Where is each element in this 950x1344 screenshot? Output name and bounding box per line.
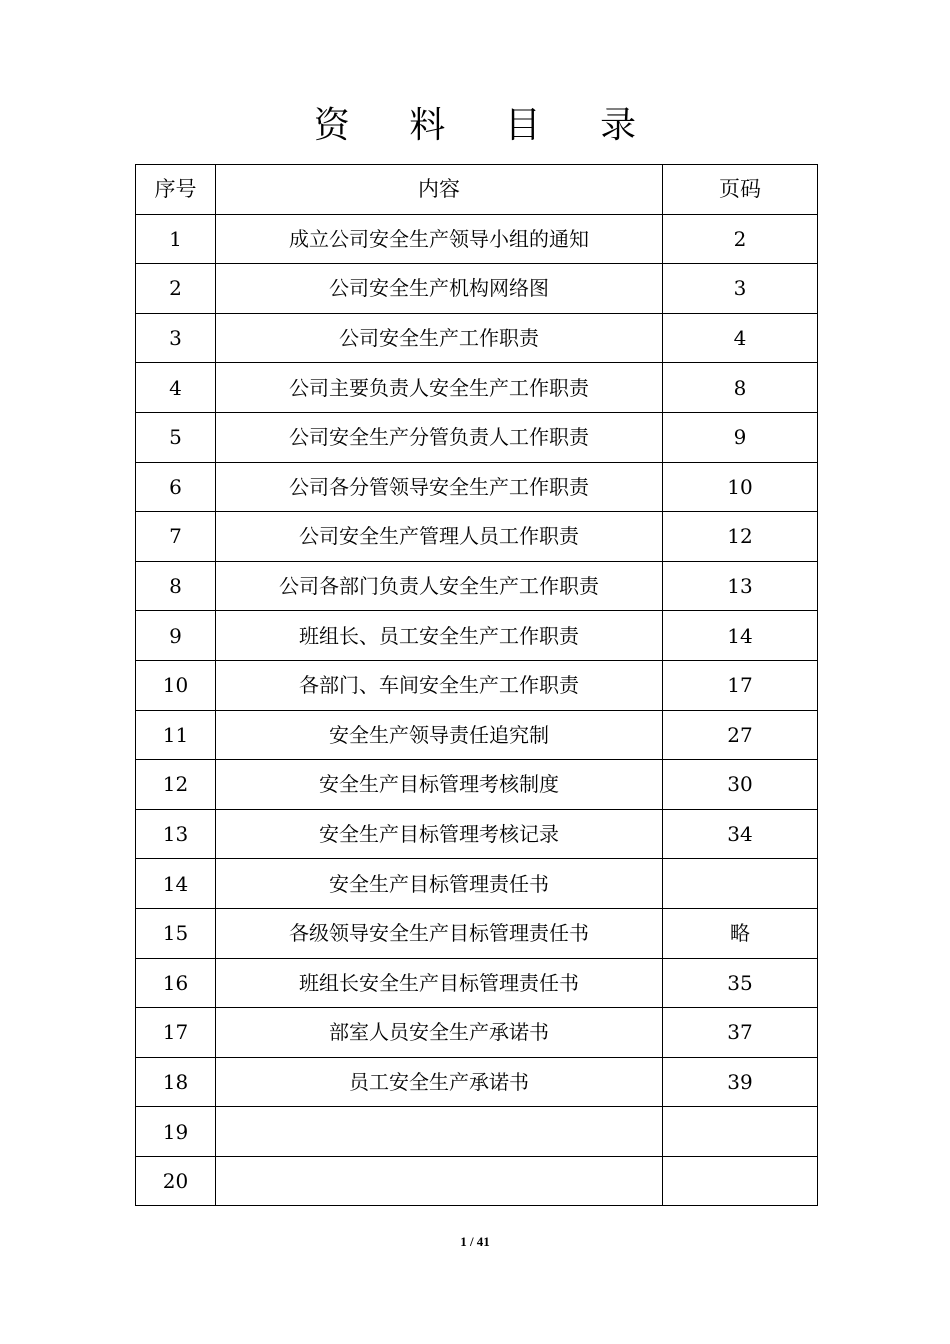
row-seq: 19: [136, 1107, 216, 1157]
row-seq: 2: [136, 264, 216, 314]
row-seq: 8: [136, 561, 216, 611]
table-row: [136, 660, 818, 710]
row-seq: 7: [136, 512, 216, 562]
row-seq: 18: [136, 1057, 216, 1107]
row-seq: 11: [136, 710, 216, 760]
table-row: [136, 1156, 818, 1206]
row-page: 3: [663, 264, 818, 314]
table-row: [136, 561, 818, 611]
header-content: 内容: [216, 165, 663, 215]
row-content: 员工安全生产承诺书: [216, 1057, 663, 1107]
row-page: 37: [663, 1008, 818, 1058]
row-seq: 13: [136, 809, 216, 859]
row-content: 公司安全生产分管负责人工作职责: [216, 412, 663, 462]
table-header-row: [136, 165, 818, 215]
row-content: 各级领导安全生产目标管理责任书: [216, 908, 663, 958]
row-page: 4: [663, 313, 818, 363]
row-page: 2: [663, 214, 818, 264]
row-page: 略: [663, 908, 818, 958]
table-of-contents: [135, 164, 818, 1206]
row-page: 17: [663, 660, 818, 710]
row-content: 公司安全生产管理人员工作职责: [216, 512, 663, 562]
table-row: [136, 859, 818, 909]
row-content: 公司主要负责人安全生产工作职责: [216, 363, 663, 413]
row-content: 安全生产目标管理考核制度: [216, 760, 663, 810]
header-page: 页码: [663, 165, 818, 215]
row-content: 安全生产目标管理责任书: [216, 859, 663, 909]
table-row: [136, 908, 818, 958]
row-seq: 1: [136, 214, 216, 264]
table-row: [136, 1107, 818, 1157]
table-row: [136, 512, 818, 562]
row-content: 部室人员安全生产承诺书: [216, 1008, 663, 1058]
row-seq: 16: [136, 958, 216, 1008]
table-row: [136, 710, 818, 760]
table-row: [136, 611, 818, 661]
row-seq: 3: [136, 313, 216, 363]
row-seq: 4: [136, 363, 216, 413]
table-row: [136, 313, 818, 363]
row-page: [663, 1107, 818, 1157]
document-title: 资 料 目 录: [313, 105, 661, 146]
table-row: [136, 214, 818, 264]
table-row: [136, 958, 818, 1008]
row-page: 14: [663, 611, 818, 661]
row-content: [216, 1107, 663, 1157]
row-content: [216, 1156, 663, 1206]
row-content: 班组长安全生产目标管理责任书: [216, 958, 663, 1008]
table-row: [136, 412, 818, 462]
row-seq: 14: [136, 859, 216, 909]
row-content: 公司各分管领导安全生产工作职责: [216, 462, 663, 512]
table-row: [136, 264, 818, 314]
row-page: 9: [663, 412, 818, 462]
row-content: 公司安全生产机构网络图: [216, 264, 663, 314]
row-content: 成立公司安全生产领导小组的通知: [216, 214, 663, 264]
header-seq: 序号: [136, 165, 216, 215]
row-page: 30: [663, 760, 818, 810]
row-page: 13: [663, 561, 818, 611]
row-seq: 17: [136, 1008, 216, 1058]
row-seq: 5: [136, 412, 216, 462]
row-page: [663, 859, 818, 909]
row-seq: 20: [136, 1156, 216, 1206]
row-seq: 10: [136, 660, 216, 710]
row-content: 公司安全生产工作职责: [216, 313, 663, 363]
row-page: 27: [663, 710, 818, 760]
row-seq: 9: [136, 611, 216, 661]
row-page: 12: [663, 512, 818, 562]
table-row: [136, 363, 818, 413]
table-row: [136, 1057, 818, 1107]
row-page: 34: [663, 809, 818, 859]
row-seq: 15: [136, 908, 216, 958]
table-row: [136, 462, 818, 512]
row-page: [663, 1156, 818, 1206]
row-content: 班组长、员工安全生产工作职责: [216, 611, 663, 661]
row-content: 公司各部门负责人安全生产工作职责: [216, 561, 663, 611]
row-seq: 6: [136, 462, 216, 512]
row-content: 安全生产目标管理考核记录: [216, 809, 663, 859]
table-row: [136, 760, 818, 810]
table-row: [136, 1008, 818, 1058]
row-page: 35: [663, 958, 818, 1008]
row-page: 39: [663, 1057, 818, 1107]
row-page: 10: [663, 462, 818, 512]
row-page: 8: [663, 363, 818, 413]
page-number-indicator: 1 / 41: [460, 1234, 490, 1249]
table-row: [136, 809, 818, 859]
row-content: 安全生产领导责任追究制: [216, 710, 663, 760]
row-seq: 12: [136, 760, 216, 810]
row-content: 各部门、车间安全生产工作职责: [216, 660, 663, 710]
